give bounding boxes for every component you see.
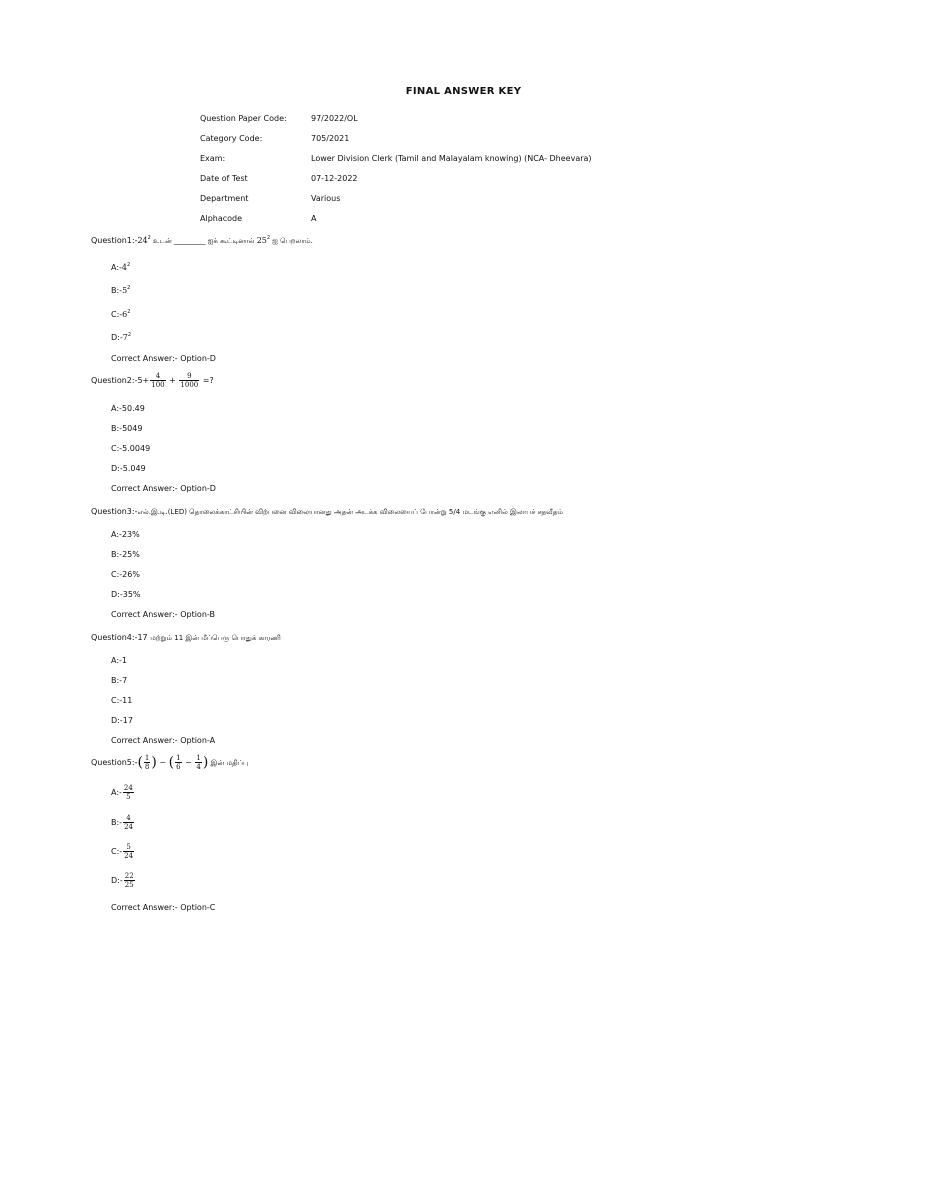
option-a: A:-23% <box>111 530 140 539</box>
fraction <box>179 372 199 389</box>
meta-label: Category Code: <box>200 134 263 143</box>
math-base: 25 <box>256 236 267 245</box>
meta-value: A <box>311 214 317 223</box>
meta-label: Alphacode <box>200 214 243 223</box>
option-a <box>111 263 130 272</box>
fraction <box>195 754 201 771</box>
option-label: B:- <box>111 818 123 827</box>
fraction <box>124 872 135 889</box>
math-exponent: 2 <box>147 235 151 241</box>
fraction-numerator: 24 <box>123 784 133 792</box>
page-title: FINAL ANSWER KEY <box>405 86 522 97</box>
question-text: ஐ பெறலாம். <box>270 237 313 245</box>
question-prefix: Question4:-17 <box>91 633 151 642</box>
close-paren: ) <box>202 754 209 771</box>
correct-answer: Correct Answer:- Option-C <box>111 903 216 912</box>
fraction-denominator: 1000 <box>180 381 199 389</box>
option-c: C:-5.0049 <box>111 444 151 453</box>
close-paren: ) <box>151 754 157 771</box>
correct-answer: Correct Answer:- Option-D <box>111 354 216 363</box>
fraction-denominator: 5 <box>126 793 131 801</box>
option-c: C:-11 <box>111 696 133 705</box>
fraction-numerator: 1 <box>196 754 201 762</box>
fraction-numerator: 1 <box>144 754 150 762</box>
fraction-denominator: 24 <box>124 852 134 860</box>
open-paren: ( <box>137 754 143 771</box>
minus-sign: − <box>156 758 169 767</box>
option-c: C:-26% <box>111 570 140 579</box>
fraction-numerator: 4 <box>150 372 165 381</box>
question-text: எல்.இ.டி.(LED) தொலைக்காட்சியின் விற்பனை விலையானது அதன் அடக்க விலையைப் போன்று 5/4 மடங்கு எனில் இலாபச் சதவீதம் <box>137 508 563 516</box>
option-label: C:- <box>111 847 123 856</box>
plus-sign: + <box>166 376 179 385</box>
option-d <box>111 872 136 889</box>
option-c <box>111 310 130 319</box>
question-prefix: Question5:- <box>91 758 138 767</box>
fraction <box>144 754 150 771</box>
option-b <box>111 814 135 831</box>
correct-answer: Correct Answer:- Option-B <box>111 610 215 619</box>
meta-value: 07-12-2022 <box>311 174 358 183</box>
fraction-denominator: 4 <box>196 763 201 771</box>
fraction <box>123 843 134 860</box>
option-d: D:-17 <box>111 716 133 725</box>
question-suffix: =? <box>200 376 214 385</box>
option-a: A:-50.49 <box>111 404 145 413</box>
question-prefix: Question2:-5+ <box>91 376 150 385</box>
option-d <box>111 333 131 342</box>
option-a <box>111 784 135 801</box>
fraction-denominator: 25 <box>124 881 134 889</box>
open-paren: ( <box>168 754 175 771</box>
correct-answer: Correct Answer:- Option-A <box>111 736 216 745</box>
math-exponent: 2 <box>127 285 131 291</box>
option-b: B:-25% <box>111 550 140 559</box>
option-c <box>111 843 135 860</box>
meta-label: Department <box>200 194 249 203</box>
meta-label: Date of Test <box>200 174 248 183</box>
question-1 <box>91 236 313 246</box>
math-base: 4 <box>121 263 128 272</box>
question-text: உடன் _________ ஐக் கூட்டினால் <box>150 237 257 245</box>
option-d: D:-35% <box>111 590 141 599</box>
fraction-numerator: 4 <box>123 814 134 823</box>
question-5 <box>91 754 248 771</box>
option-b: B:-5049 <box>111 424 143 433</box>
question-prefix: Question1:- <box>91 236 138 245</box>
question-2 <box>91 372 214 389</box>
meta-value: 705/2021 <box>311 134 350 143</box>
option-b <box>111 286 130 295</box>
fraction-denominator: 100 <box>151 381 165 389</box>
math-base: 7 <box>122 333 128 342</box>
option-a: A:-1 <box>111 656 128 665</box>
fraction <box>123 814 134 831</box>
fraction-denominator: 6 <box>176 763 181 771</box>
fraction-numerator: 1 <box>176 754 181 762</box>
option-label: B:- <box>111 286 123 295</box>
math-base: 24 <box>137 236 148 245</box>
math-exponent: 2 <box>127 309 131 315</box>
math-exponent: 2 <box>266 235 271 241</box>
option-b: B:-7 <box>111 676 128 685</box>
fraction-numerator: 5 <box>123 843 134 852</box>
math-base: 6 <box>122 310 128 319</box>
fraction <box>150 372 165 389</box>
option-label: C:- <box>111 310 123 319</box>
meta-label: Exam: <box>200 154 226 163</box>
fraction-numerator: 22 <box>124 872 134 880</box>
question-4 <box>91 633 281 643</box>
option-d: D:-5.049 <box>111 464 146 473</box>
option-label: A:- <box>111 263 122 272</box>
meta-value: Various <box>311 194 341 203</box>
minus-sign: − <box>182 758 195 767</box>
question-prefix: Question3:- <box>91 507 138 516</box>
fraction-numerator: 9 <box>179 372 199 381</box>
math-exponent: 2 <box>127 262 131 268</box>
math-base: 5 <box>122 286 128 295</box>
meta-label: Question Paper Code: <box>200 114 287 123</box>
fraction <box>175 754 181 771</box>
fraction-denominator: 24 <box>124 823 133 831</box>
option-label: A:- <box>111 788 122 797</box>
meta-value: Lower Division Clerk (Tamil and Malayalam knowing) (NCA- Dheevara) <box>311 154 592 163</box>
correct-answer: Correct Answer:- Option-D <box>111 484 216 493</box>
math-exponent: 2 <box>127 332 132 338</box>
meta-value: 97/2022/OL <box>311 114 358 123</box>
fraction <box>123 784 134 801</box>
fraction-denominator: 8 <box>144 763 150 771</box>
option-label: D:- <box>111 876 123 885</box>
question-text: மற்றும் 11 இன் மீப்பெரு பொதுக் காரணி <box>150 634 281 642</box>
question-3 <box>91 507 563 517</box>
question-text: இன் மதிப்பு <box>208 759 249 767</box>
option-label: D:- <box>111 333 123 342</box>
